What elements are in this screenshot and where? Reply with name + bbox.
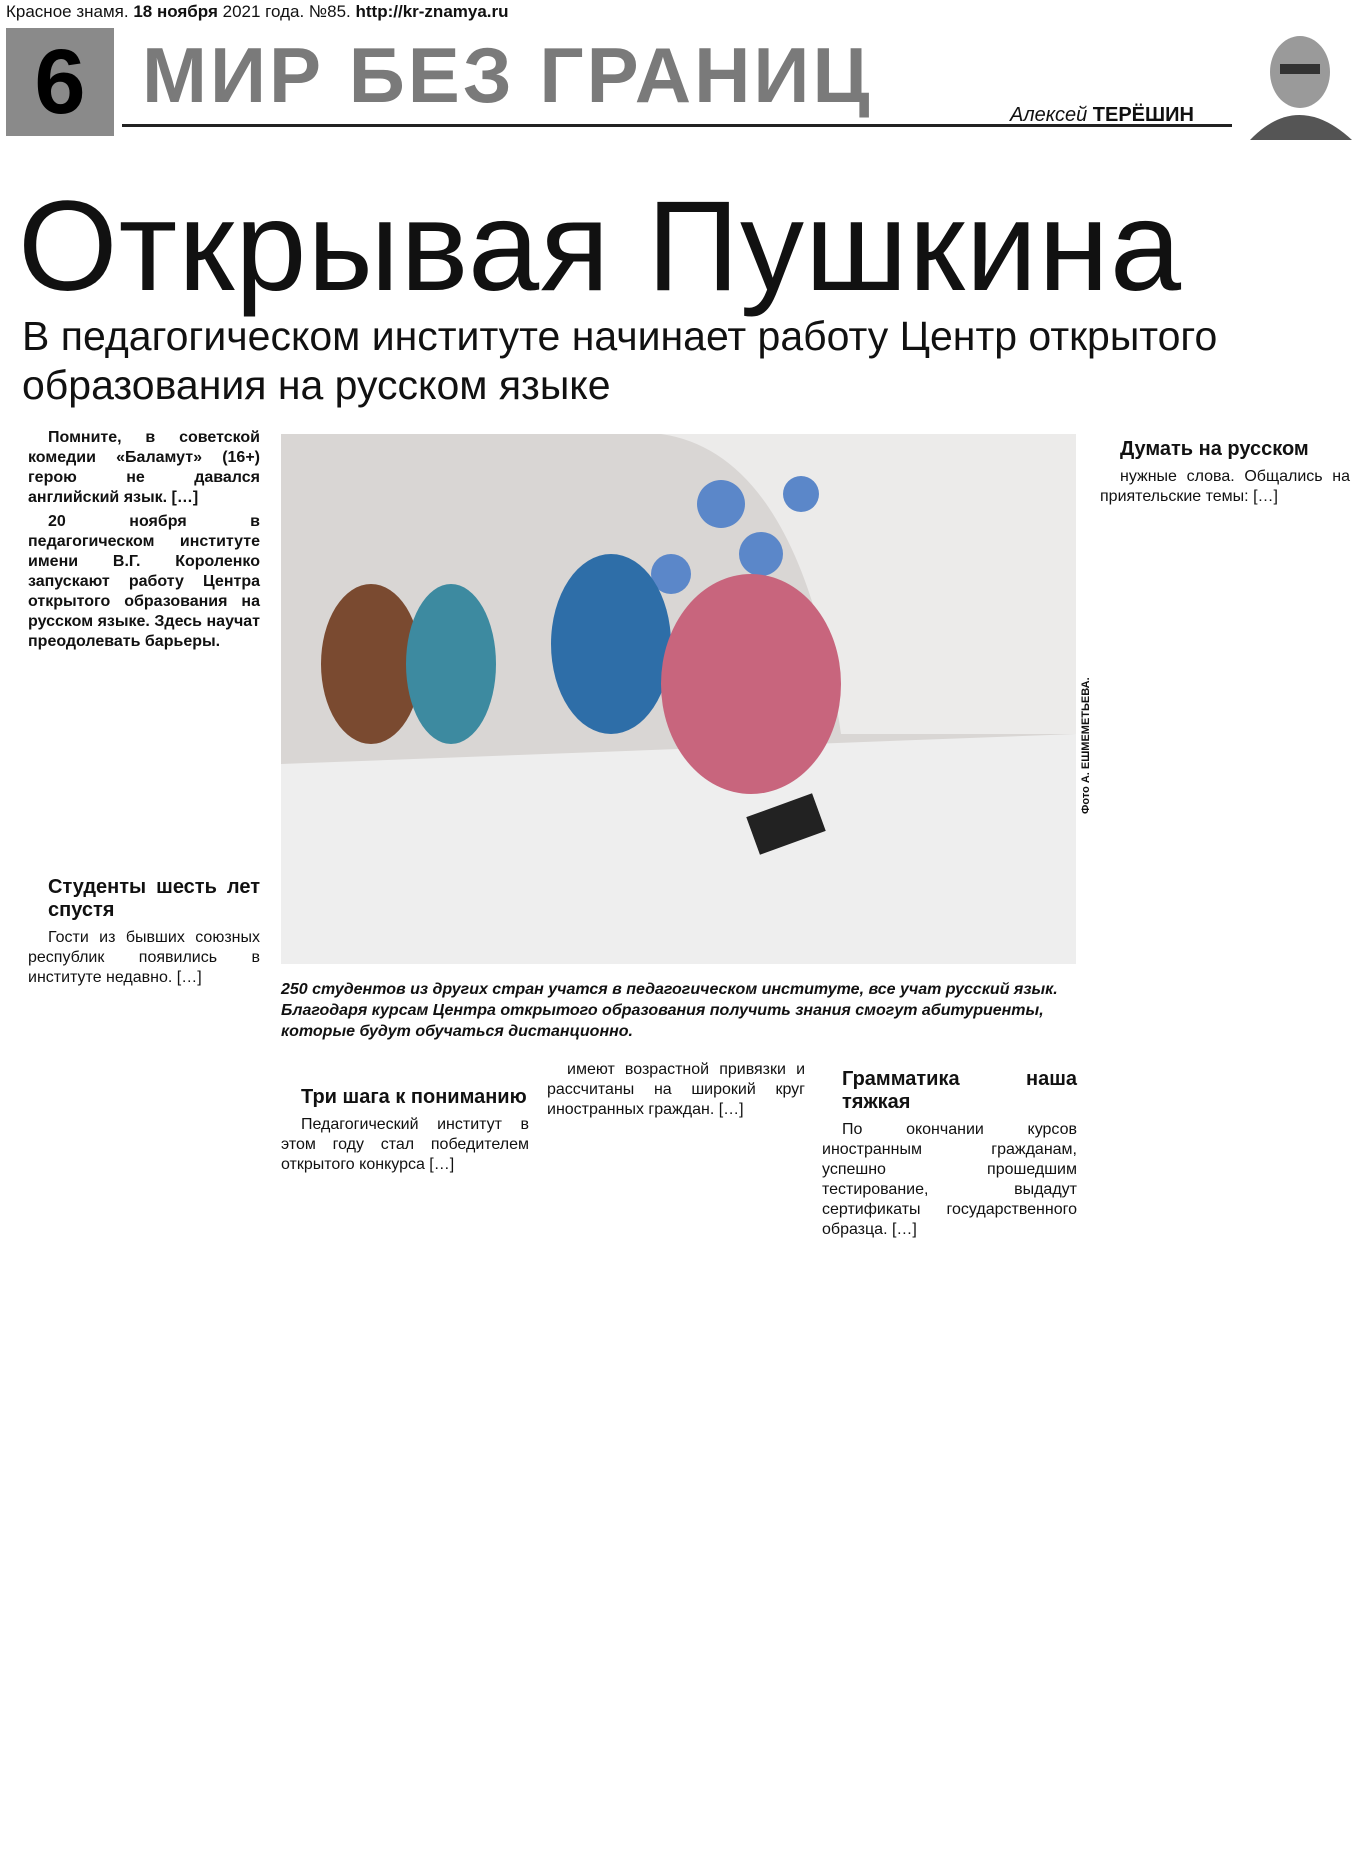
column-4 [822, 1060, 1077, 1244]
lead-paragraph [28, 428, 260, 656]
body-text: имеют возрастной привязки и рассчитаны на широкий круг иностранных граждан. […] [547, 1061, 805, 1118]
paper-name: Красное знамя. [6, 2, 129, 21]
column-1 [28, 868, 260, 992]
column-heading: Три шага к пониманию [301, 1086, 527, 1108]
photo-caption: 250 студентов из других стран учатся в педагогическом институте, все учат русский язык. Благодаря курсам Центра открытого образования получить знания смогут абитуриенты, которые будут обучаться дистанционно. [281, 981, 1058, 1040]
subheadline: В педагогическом институте начинает работу Центр открытого образования на русском языке [22, 313, 1218, 409]
masthead [6, 2, 509, 22]
column-5 [1100, 430, 1350, 511]
column-heading: Думать на русском [1120, 438, 1309, 460]
photo-credit: Фото А. ЕШМЕМЕТЬЕВА. [1080, 677, 1092, 814]
issue-date: 18 ноября [133, 2, 218, 21]
column-heading: Грамматика наша тяжкая [842, 1068, 1077, 1113]
classroom-photo [281, 434, 1076, 964]
lead-text: Помните, в советской комедии «Баламут» (16+) герою не давался английский язык. […] [28, 429, 260, 506]
author-last: ТЕРЁШИН [1092, 104, 1194, 126]
body-text: нужные слова. Общались на приятельские темы: […] [1100, 468, 1350, 505]
author-name [1010, 104, 1194, 127]
column-2 [281, 1078, 529, 1179]
body-text: Педагогический институт в этом году стал победителем открытого конкурса […] [281, 1116, 529, 1173]
issue-year: 2021 года. №85. [222, 2, 351, 21]
page-number: 6 [6, 28, 114, 136]
body-text: По окончании курсов иностранным гражданам, успешно прошедшим тестирование, выдадут сертификаты государственного образца. […] [822, 1121, 1077, 1238]
author-first: Алексей [1010, 104, 1088, 126]
lead-text: 20 ноября в педагогическом институте имени В.Г. Короленко запускают работу Центра открытого образования на русском языке. Здесь научат преодолевать барьеры. [28, 513, 260, 650]
headline: Открывая Пушкина [18, 175, 1183, 318]
body-text: Гости из бывших союзных республик появились в институте недавно. […] [28, 929, 260, 986]
author-photo [1240, 20, 1354, 140]
section-title: МИР БЕЗ ГРАНИЦ [142, 31, 873, 119]
column-heading: Студенты шесть лет спустя [48, 876, 260, 921]
site-url[interactable]: http://kr-znamya.ru [355, 2, 509, 21]
column-3 [547, 1060, 805, 1124]
